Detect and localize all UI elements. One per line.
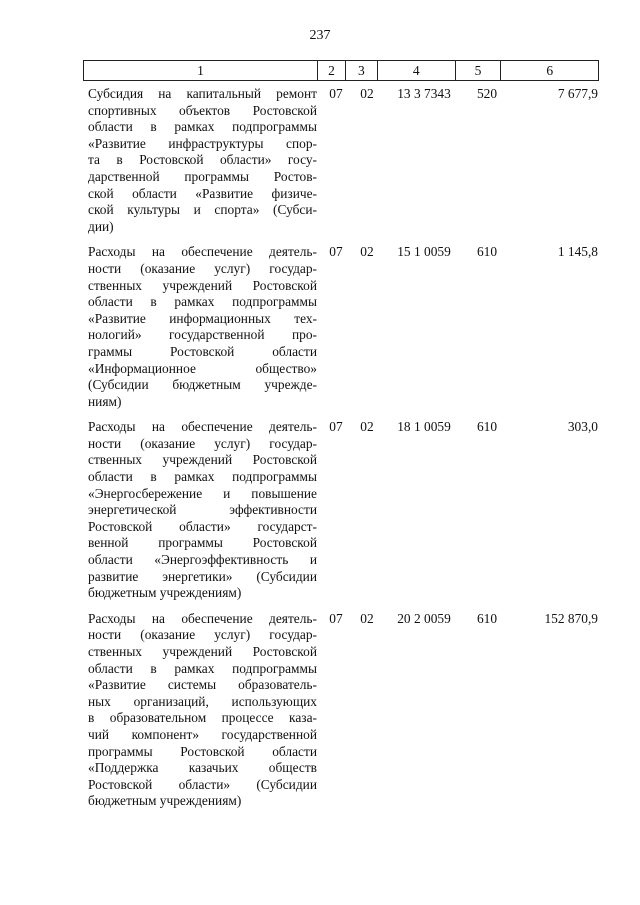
description-line: граммы Ростовской области: [88, 343, 317, 359]
description-line: «Энергосбережение и повышение: [88, 485, 317, 501]
cell-amount: 152 870,9: [544, 610, 598, 626]
header-col-1: 1: [84, 61, 318, 80]
description-line: «Развитие информационных тех-: [88, 310, 317, 326]
cell-subsection: 02: [360, 419, 374, 435]
description-line: дарственной программы Ростов-: [88, 168, 317, 184]
header-col-4: 4: [378, 61, 456, 80]
description-line: в образовательном процессе каза-: [88, 710, 317, 726]
cell-section: 07: [329, 244, 343, 260]
cell-target-article: 20 2 0059: [397, 610, 451, 626]
description-line: ности (оказание услуг) государ-: [88, 627, 317, 643]
description-line: Субсидия на капитальный ремонт: [88, 86, 317, 101]
description-line: развитие энергетики» (Субсидии: [88, 568, 317, 584]
description-line: ности (оказание услуг) государ-: [88, 435, 317, 451]
cell-target-article: 15 1 0059: [397, 244, 451, 260]
description-line: Расходы на обеспечение деятель-: [88, 610, 317, 626]
cell-subsection: 02: [360, 610, 374, 626]
description-line: (Субсидии бюджетным учрежде-: [88, 377, 317, 393]
description-line: спортивных объектов Ростовской: [88, 102, 317, 118]
table-body: [88, 86, 598, 819]
cell-amount: 1 145,8: [557, 244, 598, 260]
description-line: ных организаций, использующих: [88, 693, 317, 709]
cell-subsection: 02: [360, 86, 374, 101]
description-line: бюджетным учреждениям): [88, 585, 242, 601]
description-line: энергетической эффективности: [88, 502, 317, 518]
table-row: [88, 244, 598, 410]
description-line: ниям): [88, 393, 122, 409]
description-line: области в рамках подпрограммы: [88, 469, 317, 485]
description-line: ности (оказание услуг) государ-: [88, 260, 317, 276]
description-line: области в рамках подпрограммы: [88, 660, 317, 676]
cell-subsection: 02: [360, 244, 374, 260]
description-line: ской области «Развитие физиче-: [88, 185, 317, 201]
description-line: ственных учреждений Ростовской: [88, 644, 317, 659]
header-col-2: 2: [318, 61, 346, 80]
row-description: [88, 611, 317, 810]
description-line: области в рамках подпрограммы: [88, 119, 317, 135]
description-line: «Поддержка казачьих обществ: [88, 760, 317, 776]
description-line: чий компонент» государственной: [88, 726, 317, 742]
description-line: Расходы на обеспечение деятель-: [88, 244, 317, 260]
table-row: [88, 86, 598, 235]
page-number: 237: [309, 28, 331, 43]
cell-amount: 303,0: [567, 419, 598, 435]
cell-section: 07: [329, 610, 343, 626]
row-description: [88, 419, 317, 602]
description-line: ской культуры и спорта» (Субси-: [88, 202, 317, 218]
cell-expense-type: 610: [476, 610, 498, 626]
description-line: дии): [88, 218, 114, 234]
description-line: венной программы Ростовской: [88, 535, 317, 551]
table-row: [88, 419, 598, 602]
description-line: «Развитие инфраструктуры спор-: [88, 135, 317, 151]
cell-target-article: 13 3 7343: [397, 86, 451, 101]
description-line: программы Ростовской области: [88, 743, 317, 759]
table-row: [88, 611, 598, 810]
row-description: [88, 244, 317, 410]
description-line: Ростовской области» государст-: [88, 518, 317, 534]
cell-amount: 7 677,9: [557, 86, 598, 101]
description-line: та в Ростовской области» госу-: [88, 152, 317, 168]
cell-target-article: 18 1 0059: [397, 419, 451, 435]
header-col-6: 6: [546, 62, 554, 78]
cell-section: 07: [329, 86, 343, 101]
header-col-5: 5: [456, 61, 502, 80]
description-line: бюджетным учреждениям): [88, 793, 242, 809]
cell-expense-type: 610: [476, 419, 498, 435]
description-line: нологий» государственной про-: [88, 327, 317, 343]
row-description: [88, 86, 317, 235]
table-header: [83, 60, 599, 81]
description-line: Ростовской области» (Субсидии: [88, 776, 317, 792]
description-line: ственных учреждений Ростовской: [88, 452, 317, 468]
description-line: области в рамках подпрограммы: [88, 294, 317, 310]
description-line: «Развитие системы образователь-: [88, 677, 317, 693]
cell-expense-type: 610: [476, 244, 498, 260]
cell-section: 07: [329, 419, 343, 435]
description-line: «Информационное общество»: [88, 360, 317, 376]
description-line: Расходы на обеспечение деятель-: [88, 419, 317, 435]
description-line: области «Энергоэффективность и: [88, 552, 317, 568]
header-col-3: 3: [346, 61, 378, 80]
description-line: ственных учреждений Ростовской: [88, 277, 317, 293]
cell-expense-type: 520: [476, 86, 498, 101]
